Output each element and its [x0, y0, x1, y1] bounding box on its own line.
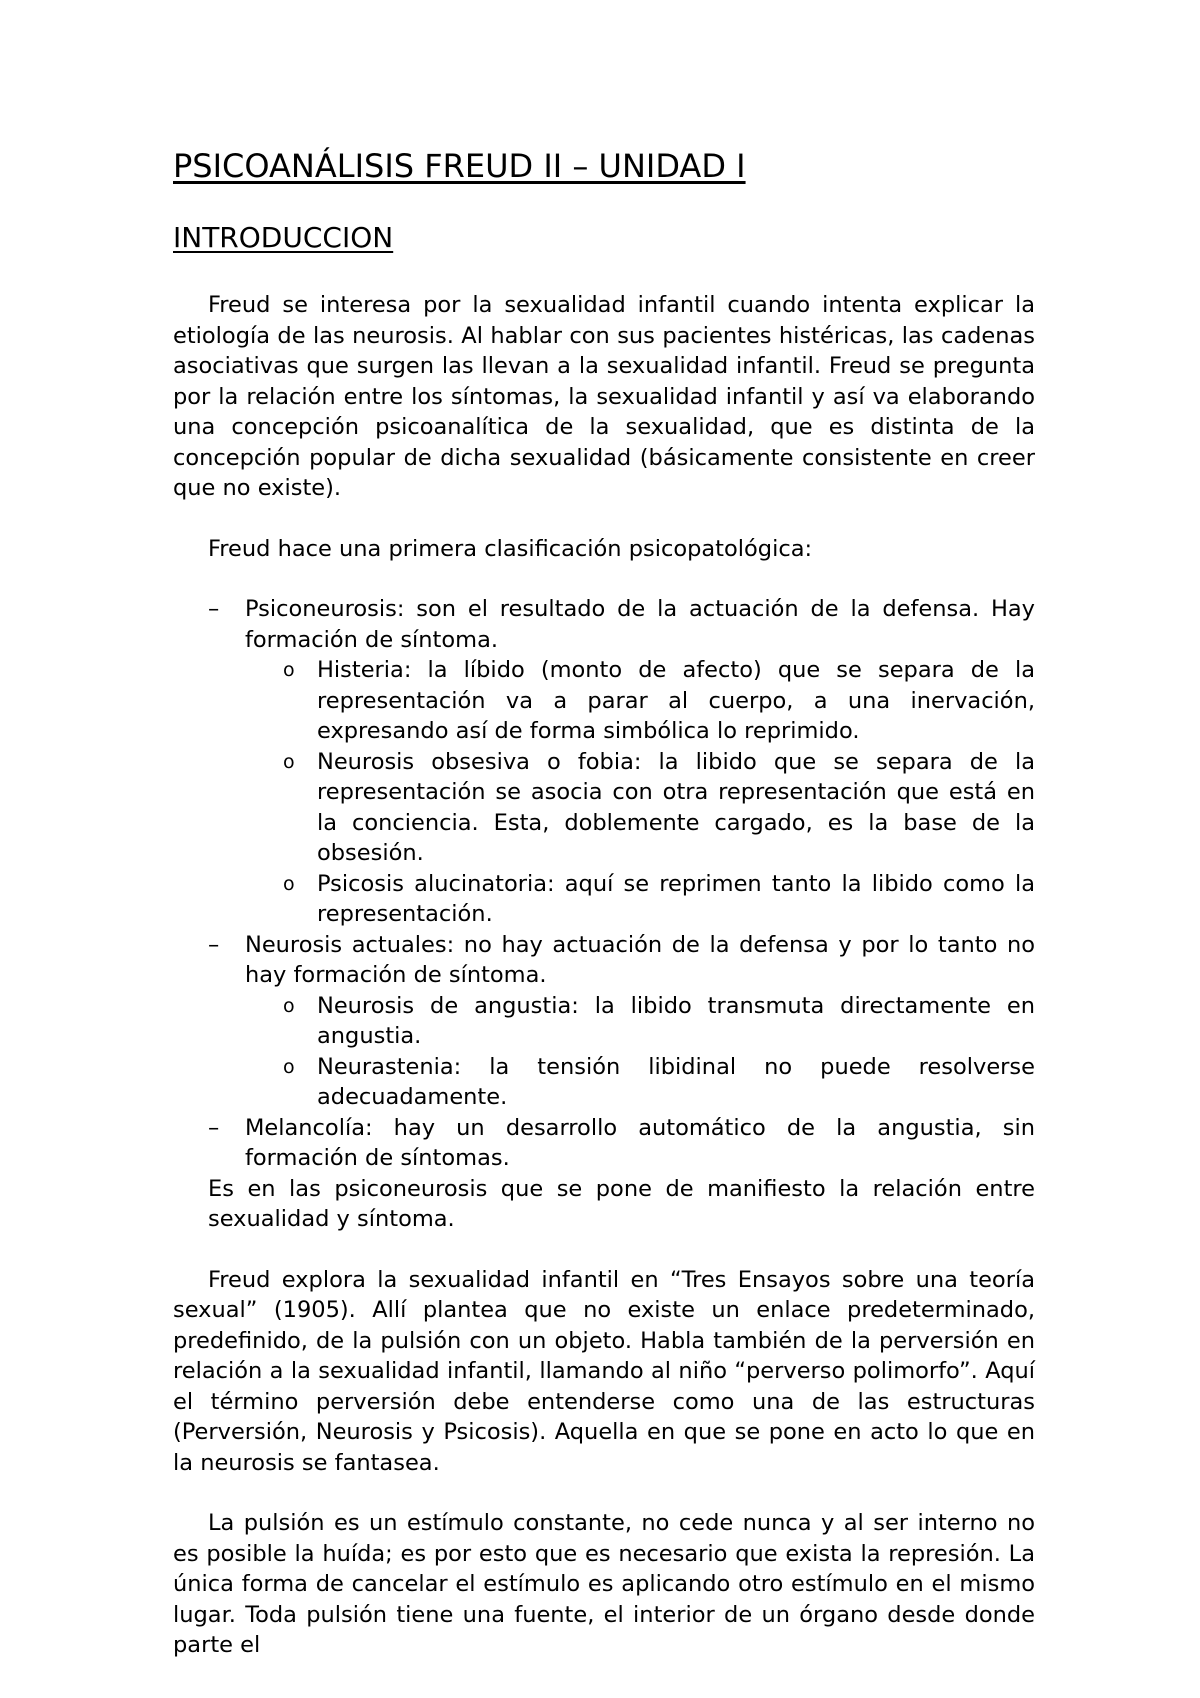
classification-item	[173, 1113, 1035, 1174]
classification-item-text: Melancolía: hay un desarrollo automático de la angustia, sin formación de síntomas.	[245, 1114, 1035, 1171]
circle-bullet: o	[283, 659, 295, 681]
classification-item-text: Neurosis actuales: no hay actuación de la defensa y por lo tanto no hay formación de síntoma.	[245, 931, 1035, 988]
document-body	[173, 146, 1035, 1661]
sublist-container	[173, 991, 1035, 1113]
classification-list	[173, 594, 1035, 1174]
sublist-item	[245, 655, 1035, 747]
dash-bullet: –	[208, 1114, 220, 1141]
circle-bullet: o	[283, 994, 295, 1017]
dash-bullet: –	[208, 931, 220, 958]
classification-item	[173, 930, 1035, 991]
sublist-item	[245, 1052, 1035, 1113]
paragraph-tres-ensayos: Freud explora la sexualidad infantil en “Tres Ensayos sobre una teoría sexual” (1905). Allí plantea que no existe un enlace predeterminado, predefinido, de la pulsión con un objeto. Habla también de la perversión en relación a la sexualidad infantil, llamando al niño “perverso polimorfo”. Aquí el término perversión debe entenderse como una de las estructuras (Perversión, Neurosis y Psicosis). Aquella en que se pone en acto lo que en la neurosis se fantasea.	[173, 1266, 1035, 1476]
paragraph-classification-intro: Freud hace una primera clasificación psicopatológica:	[208, 535, 813, 562]
sublist-item	[245, 869, 1035, 930]
dash-bullet: –	[208, 596, 220, 622]
closing-note: Es en las psiconeurosis que se pone de manifiesto la relación entre sexualidad y síntoma.	[208, 1175, 1035, 1232]
circle-bullet: o	[283, 1055, 295, 1078]
sublist-item-text: Psicosis alucinatoria: aquí se reprimen tanto la libido como la representación.	[317, 870, 1035, 927]
sublist-item-text: Histeria: la líbido (monto de afecto) que se separa de la representación va a parar al cuerpo, a una inervación, expresando así de forma simbólica lo reprimido.	[317, 657, 1035, 744]
sublist	[173, 991, 1035, 1113]
classification-item-text: Psiconeurosis: son el resultado de la actuación de la defensa. Hay formación de síntoma.	[245, 596, 1035, 653]
sublist-item	[245, 747, 1035, 869]
sublist-item-text: Neurosis de angustia: la libido transmuta directamente en angustia.	[317, 992, 1035, 1049]
circle-bullet: o	[283, 750, 295, 773]
sublist	[173, 655, 1035, 930]
circle-bullet: o	[283, 872, 295, 895]
paragraph-pulsion: La pulsión es un estímulo constante, no cede nunca y al ser interno no es posible la huída; es por esto que es necesario que exista la represión. La única forma de cancelar el estímulo es aplicando otro estímulo en el mismo lugar. Toda pulsión tiene una fuente, el interior de un órgano desde donde parte el	[173, 1510, 1035, 1658]
sublist-item	[245, 991, 1035, 1052]
paragraph-intro: Freud se interesa por la sexualidad infantil cuando intenta explicar la etiología de las neurosis. Al hablar con sus pacientes histéricas, las cadenas asociativas que surgen las llevan a la sexualidad infantil. Freud se pregunta por la relación entre los síntomas, la sexualidad infantil y así va elaborando una concepción psicoanalítica de la sexualidad, que es distinta de la concepción popular de dicha sexualidad (básicamente consistente en creer que no existe).	[173, 292, 1035, 501]
sublist-item-text: Neurastenia: la tensión libidinal no puede resolverse adecuadamente.	[317, 1053, 1035, 1110]
document-title: PSICOANÁLISIS FREUD II – UNIDAD I	[173, 147, 746, 185]
classification-item	[173, 594, 1035, 655]
sublist-container	[173, 655, 1035, 930]
sublist-item-text: Neurosis obsesiva o fobia: la libido que se separa de la representación se asocia con otra representación que está en la conciencia. Esta, doblemente cargado, es la base de la obsesión.	[317, 748, 1035, 866]
section-heading: INTRODUCCION	[173, 221, 394, 254]
